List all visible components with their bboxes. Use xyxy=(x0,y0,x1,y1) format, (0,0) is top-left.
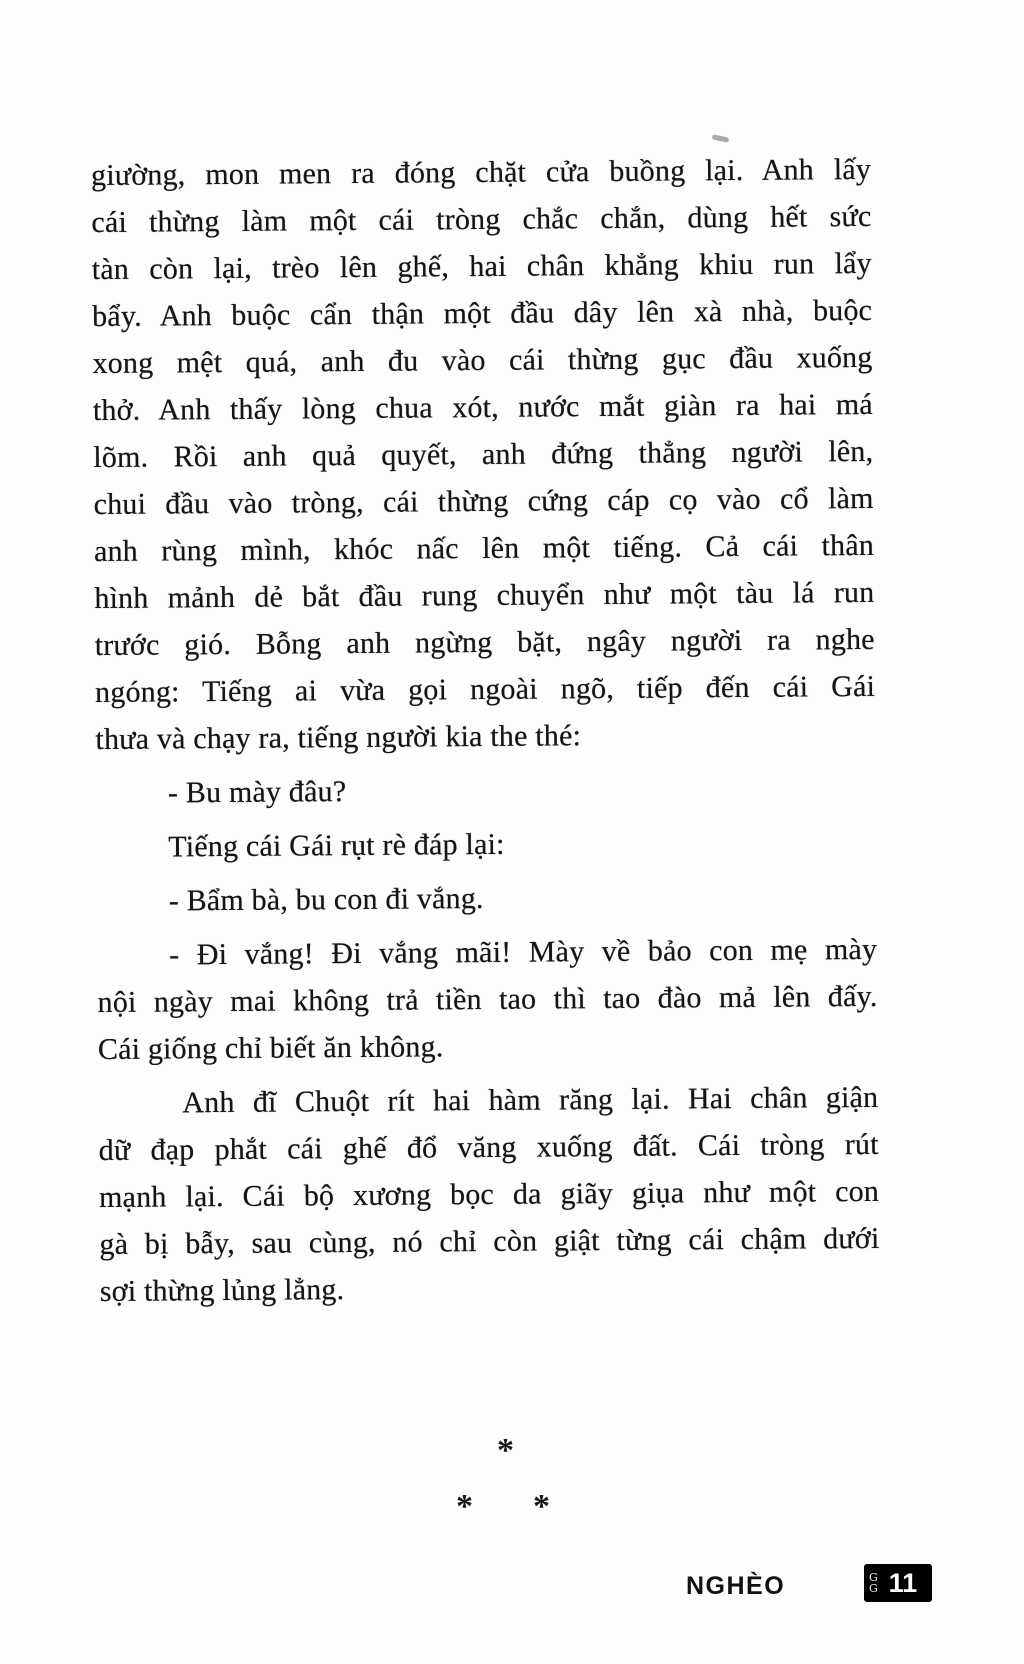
dialogue-line: - Đi vắng! Đi vắng mãi! Mày về bảo con mẹ mày xyxy=(169,932,878,972)
text-line: tàn còn lại, trèo lên ghế, hai chân khẳng khiu run lẩy xyxy=(91,246,872,287)
page-text xyxy=(91,146,880,1315)
page-number: 11 xyxy=(888,1567,918,1598)
logo-glyph: G xyxy=(869,1571,878,1584)
text-line: xong mệt quá, anh đu vào cái thừng gục đầu xuống xyxy=(92,340,873,381)
text-line: ngóng: Tiếng ai vừa gọi ngoài ngõ, tiếp đến cái Gái xyxy=(94,669,876,710)
text-line: mạnh lại. Cái bộ xương bọc da giãy giụa như một con xyxy=(98,1174,880,1215)
text-line: lõm. Rồi anh quả quyết, anh đứng thẳng người lên, xyxy=(93,434,874,475)
text-line: chui đầu vào tròng, cái thừng cứng cáp cọ vào cổ làm xyxy=(93,481,874,522)
text-line: thở. Anh thấy lòng chua xót, nước mắt giàn ra hai má xyxy=(92,387,874,428)
text-line: Anh đĩ Chuột rít hai hàm răng lại. Hai chân giận xyxy=(182,1080,879,1120)
text-line: trước gió. Bỗng anh ngừng bặt, ngây người ra nghe xyxy=(94,622,875,663)
text-line: gà bị bẫy, sau cùng, nó chỉ còn giật từng cái chậm dưới xyxy=(99,1221,880,1262)
logo-glyph: G xyxy=(869,1582,878,1595)
dialogue-line: - Bẩm bà, bu con đi vắng. xyxy=(168,881,484,918)
text-line: Cái giống chỉ biết ăn không. xyxy=(97,1030,444,1067)
text-line: cái thừng làm một cái tròng chắc chắn, dùng hết sức xyxy=(91,199,872,240)
publisher-logo-icon xyxy=(869,1572,878,1594)
text-line: thưa và chạy ra, tiếng người kia the thé: xyxy=(95,719,582,757)
running-title: NGHÈO xyxy=(686,1572,786,1600)
section-divider-star: * xyxy=(497,1432,514,1469)
dialogue-line: - Bu mày đâu? xyxy=(167,775,347,810)
page-footer xyxy=(0,1560,1024,1608)
text-line: anh rùng mình, khóc nấc lên một tiếng. Cả cái thân xyxy=(93,528,875,569)
text-line: nội ngày mai không trả tiền tao thì tao đào mả lên đấy. xyxy=(97,979,878,1020)
dialogue-line: Tiếng cái Gái rụt rè đáp lại: xyxy=(168,827,505,864)
scan-artifact xyxy=(712,134,730,142)
text-line: giường, mon men ra đóng chặt cửa buồng lại. Anh lấy xyxy=(90,152,872,193)
section-divider-star: * xyxy=(456,1488,473,1525)
section-divider-star: * xyxy=(533,1488,550,1525)
text-line: hình mảnh dẻ bắt đầu rung chuyển như một tàu lá run xyxy=(94,575,875,616)
page-number-badge xyxy=(864,1564,932,1602)
text-line: bẩy. Anh buộc cẩn thận một đầu dây lên xà nhà, buộc xyxy=(92,293,873,334)
text-line: sợi thừng lủng lẳng. xyxy=(99,1273,345,1309)
text-line: dữ đạp phắt cái ghế đổ văng xuống đất. Cái tròng rút xyxy=(98,1127,879,1168)
